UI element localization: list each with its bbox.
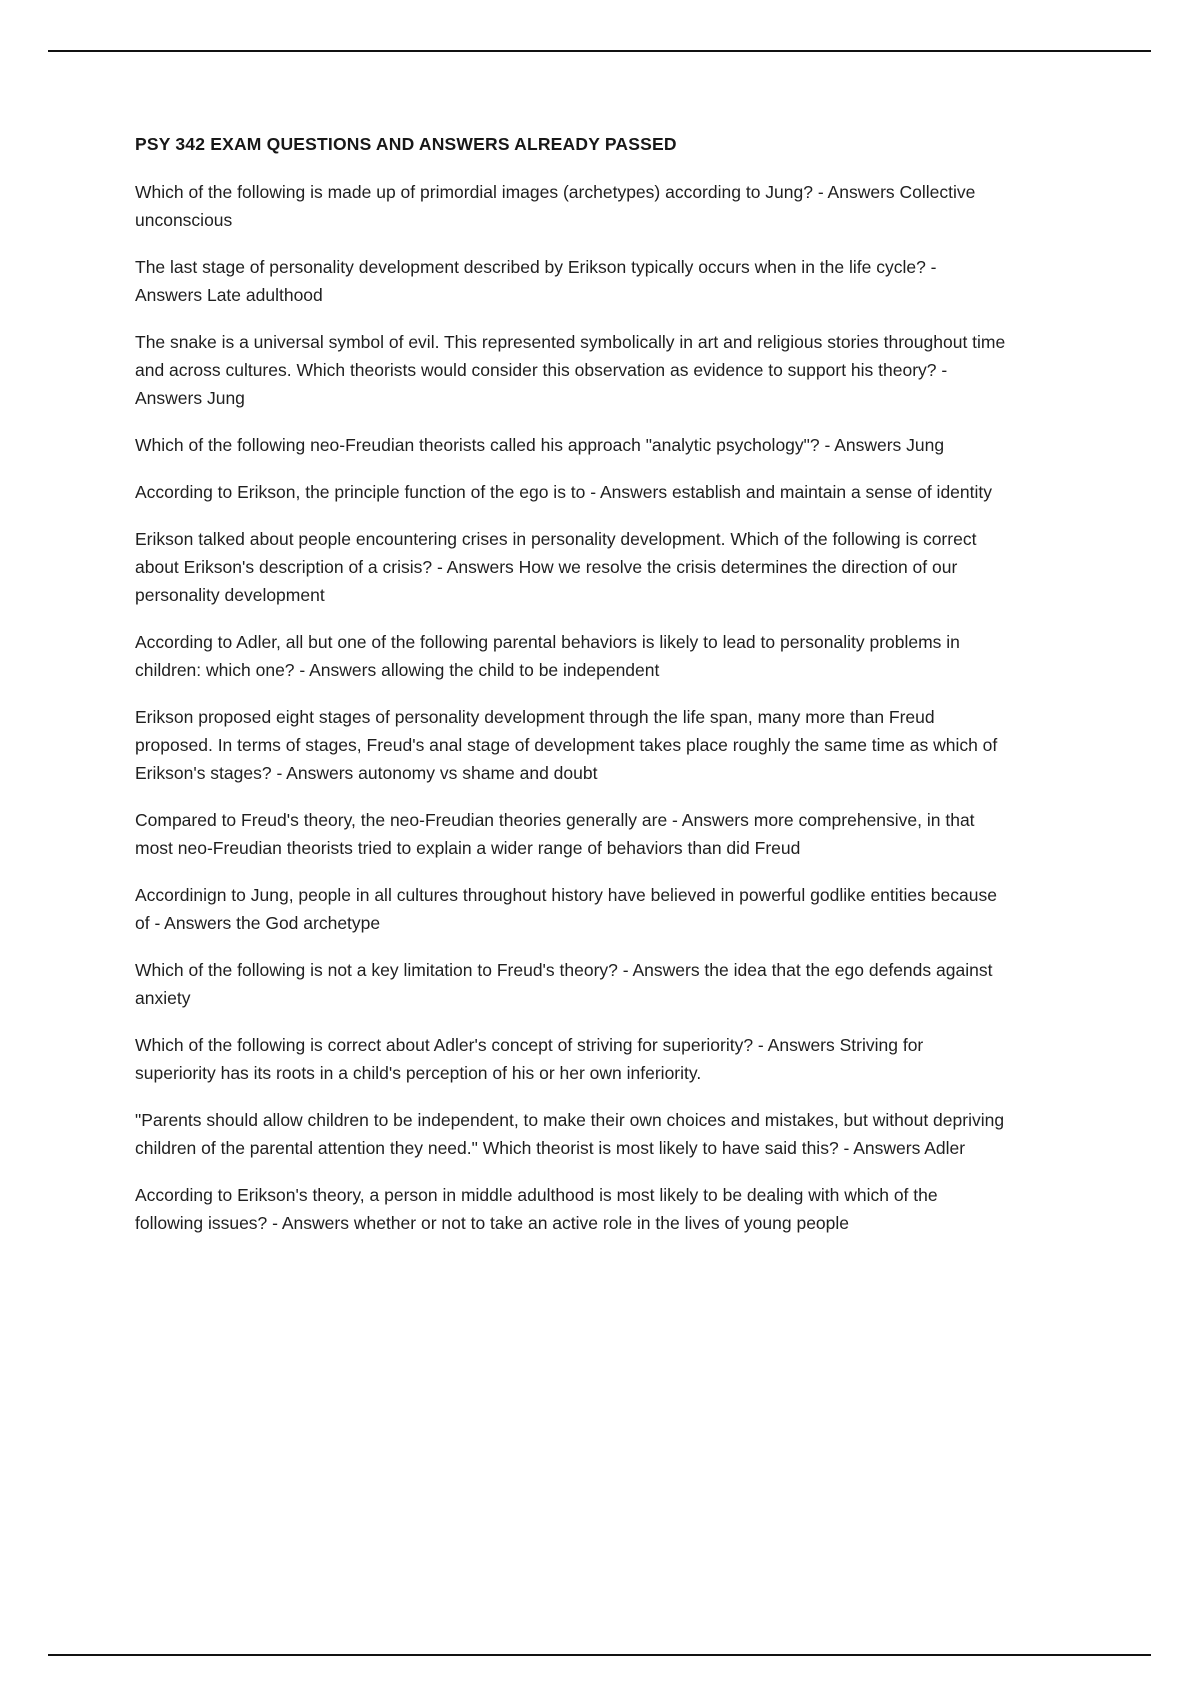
qa-paragraph: Accordinign to Jung, people in all cultures throughout history have believed in powerful godlike entities because of - Answers the God archetype (135, 885, 997, 933)
qa-paragraph: The snake is a universal symbol of evil. This represented symbolically in art and religious stories throughout time and across cultures. Which theorists would consider this observation as evidence to support his theory? - Answers Jung (135, 332, 1006, 408)
document-body (135, 134, 1007, 1256)
page-border-bottom-rule (48, 1654, 1151, 1656)
qa-paragraph: Which of the following neo-Freudian theorists called his approach "analytic psychology"? - Answers Jung (135, 435, 945, 455)
qa-paragraph: According to Adler, all but one of the following parental behaviors is likely to lead to personality problems in children: which one? - Answers allowing the child to be independent (135, 632, 960, 680)
page-border-top-rule (48, 50, 1151, 52)
qa-paragraph: According to Erikson's theory, a person in middle adulthood is most likely to be dealing with which of the following issues? - Answers whether or not to take an active role in the lives of young people (135, 1185, 938, 1233)
qa-paragraph: Erikson proposed eight stages of personality development through the life span, many more than Freud proposed. In terms of stages, Freud's anal stage of development takes place roughly the same time as which of Erikson's stages? - Answers autonomy vs shame and doubt (135, 707, 998, 783)
qa-paragraph: The last stage of personality development described by Erikson typically occurs when in the life cycle? - Answers Late adulthood (135, 257, 937, 305)
qa-paragraph: According to Erikson, the principle function of the ego is to - Answers establish and maintain a sense of identity (135, 482, 993, 502)
document-title: PSY 342 EXAM QUESTIONS AND ANSWERS ALREADY PASSED (135, 134, 677, 154)
qa-paragraph: Which of the following is made up of primordial images (archetypes) according to Jung? - Answers Collective unconscious (135, 182, 976, 230)
qa-paragraph: "Parents should allow children to be independent, to make their own choices and mistakes, but without depriving children of the parental attention they need." Which theorist is most likely to have said this? - Answers Adler (135, 1110, 1005, 1158)
qa-paragraph: Erikson talked about people encountering crises in personality development. Which of the following is correct about Erikson's description of a crisis? - Answers How we resolve the crisis determines the direction of our personality development (135, 529, 977, 605)
qa-paragraph: Which of the following is correct about Adler's concept of striving for superiority? - Answers Striving for superiority has its roots in a child's perception of his or her own inferiority. (135, 1035, 924, 1083)
qa-paragraph: Compared to Freud's theory, the neo-Freudian theories generally are - Answers more comprehensive, in that most neo-Freudian theorists tried to explain a wider range of behaviors than did Freud (135, 810, 975, 858)
qa-paragraph: Which of the following is not a key limitation to Freud's theory? - Answers the idea that the ego defends against anxiety (135, 960, 993, 1008)
